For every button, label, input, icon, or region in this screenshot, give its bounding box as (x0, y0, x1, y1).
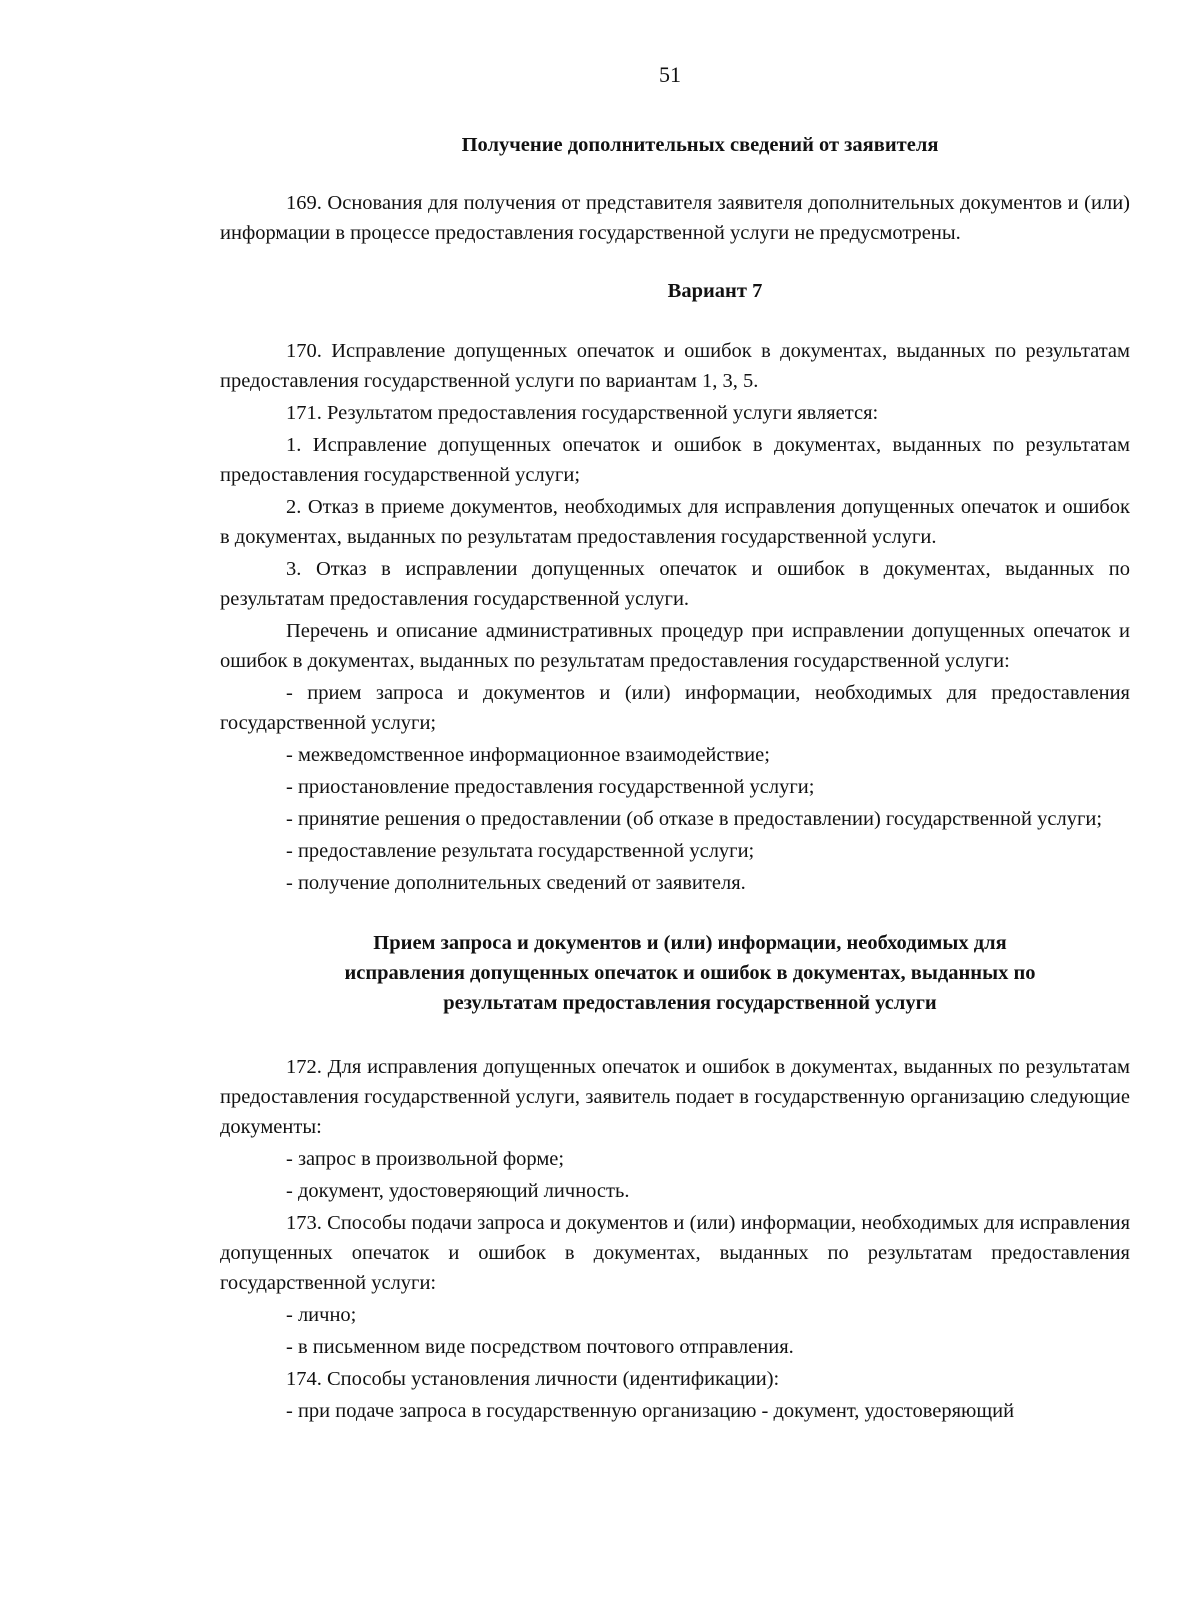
submission-method-item: - в письменном виде посредством почтового отправления. (286, 1336, 794, 1358)
procedure-item: - межведомственное информационное взаимодействие; (286, 744, 770, 766)
procedure-item: - получение дополнительных сведений от заявителя. (286, 872, 746, 894)
paragraph-172: 172. Для исправления допущенных опечаток и ошибок в документах, выданных по результатам предоставления государственной услуги, заявитель подает в государственную организацию следующие документы: (220, 1056, 1130, 1138)
procedure-item: - приостановление предоставления государственной услуги; (286, 776, 815, 798)
paragraph-171: 171. Результатом предоставления государственной услуги является: (286, 402, 879, 424)
identification-method-item: - при подаче запроса в государственную организацию - документ, удостоверяющий (286, 1400, 1015, 1422)
heading-line: Прием запроса и документов и (или) информации, необходимых для (373, 932, 1007, 954)
paragraph-169: 169. Основания для получения от представителя заявителя дополнительных документов и (или) информации в процессе предоставления государственной услуги не предусмотрены. (220, 192, 1130, 244)
paragraph-174: 174. Способы установления личности (идентификации): (286, 1368, 780, 1390)
section-heading-request-reception (220, 928, 1130, 1018)
paragraph-173: 173. Способы подачи запроса и документов и (или) информации, необходимых для исправления допущенных опечаток и ошибок в документах, выданных по результатам предоставления государственной услуги: (220, 1212, 1130, 1294)
heading-line: исправления допущенных опечаток и ошибок в документах, выданных по (344, 962, 1036, 984)
section-heading-additional-info: Получение дополнительных сведений от заявителя (461, 134, 939, 156)
result-item-3: 3. Отказ в исправлении допущенных опечаток и ошибок в документах, выданных по результатам предоставления государственной услуги. (220, 558, 1130, 610)
document-body (220, 130, 1130, 1428)
procedures-intro: Перечень и описание административных процедур при исправлении допущенных опечаток и ошибок в документах, выданных по результатам предоставления государственной услуги: (220, 620, 1130, 672)
result-item-2: 2. Отказ в приеме документов, необходимых для исправления допущенных опечаток и ошибок в документах, выданных по результатам предоставления государственной услуги. (220, 496, 1130, 548)
document-list-item: - запрос в произвольной форме; (286, 1148, 565, 1170)
paragraph-170: 170. Исправление допущенных опечаток и ошибок в документах, выданных по результатам предоставления государственной услуги по вариантам 1, 3, 5. (220, 340, 1130, 392)
procedure-item: - предоставление результата государственной услуги; (286, 840, 755, 862)
page-number: 51 (659, 62, 681, 87)
section-heading-variant-7: Вариант 7 (667, 280, 763, 302)
document-list-item: - документ, удостоверяющий личность. (286, 1180, 630, 1202)
submission-method-item: - лично; (286, 1304, 357, 1326)
heading-line: результатам предоставления государственной услуги (443, 992, 937, 1014)
procedure-item: - прием запроса и документов и (или) информации, необходимых для предоставления государственной услуги; (220, 682, 1130, 734)
procedure-item: - принятие решения о предоставлении (об отказе в предоставлении) государственной услуги; (286, 808, 1103, 830)
result-item-1: 1. Исправление допущенных опечаток и ошибок в документах, выданных по результатам предоставления государственной услуги; (220, 434, 1130, 486)
